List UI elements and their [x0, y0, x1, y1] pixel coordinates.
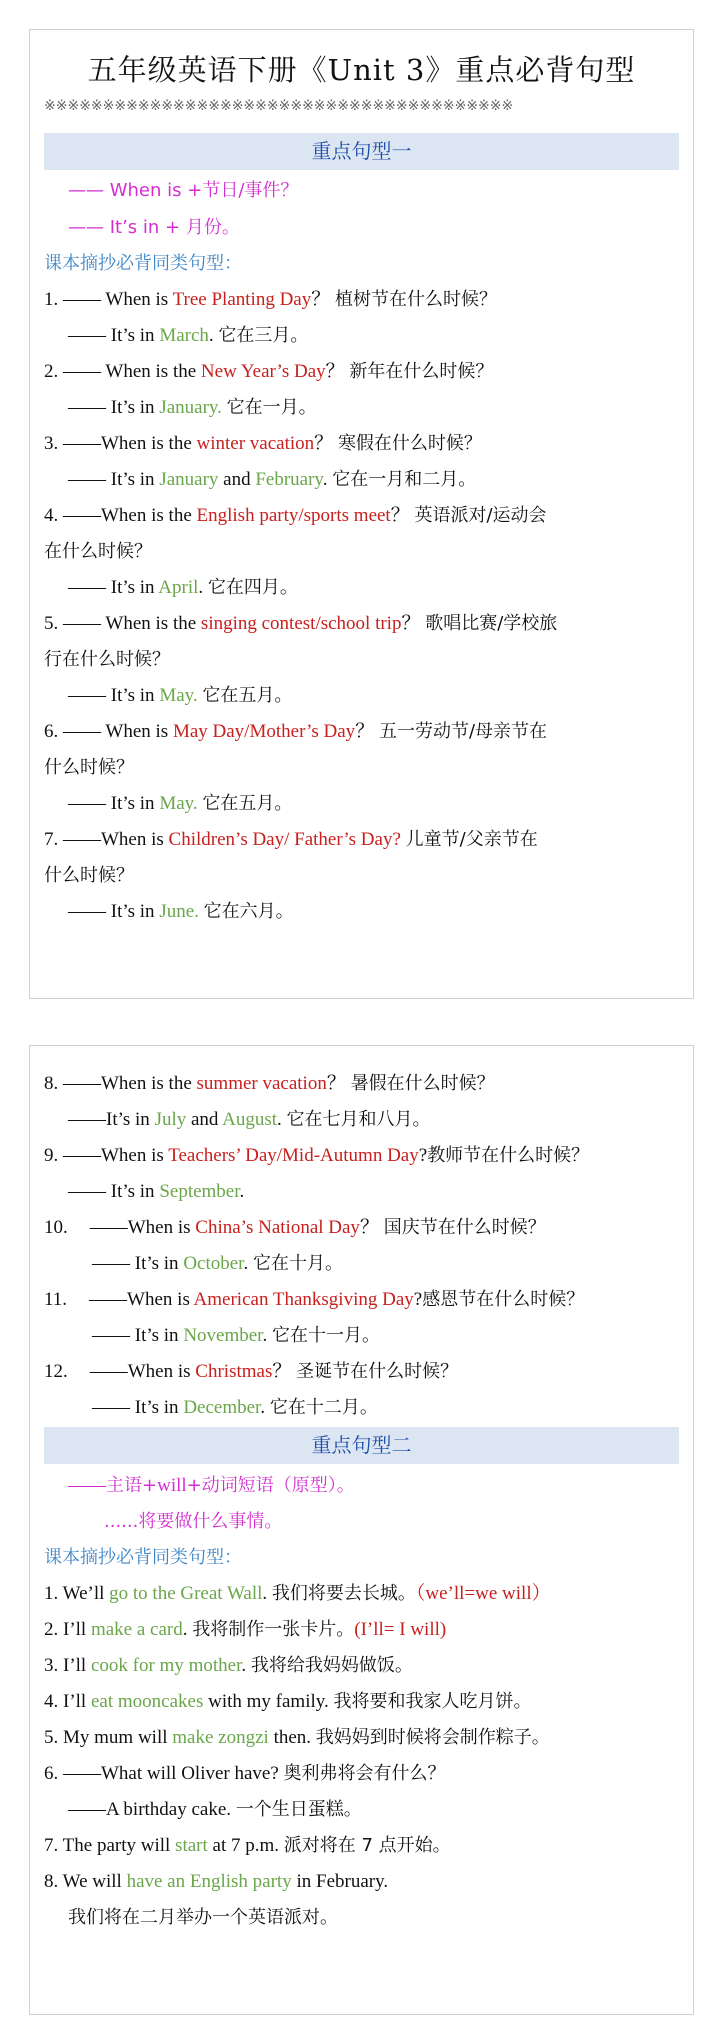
document-page-2: [29, 1045, 694, 2015]
sentence-5-continuation: 行在什么时候？: [44, 649, 170, 670]
sentence-4-continuation: 在什么时候？: [44, 541, 152, 562]
formula-will: ——主语+will+动词短语（原型）。: [68, 1475, 355, 1496]
section-heading-2: 重点句型二: [44, 1427, 679, 1464]
will-sentence-8-translation: 我们将在二月举办一个英语派对。: [68, 1907, 338, 1928]
sentence-4-question: 4. ——When is the English party/sports meet？ 英语派对/运动会: [44, 505, 547, 526]
sentence-3-question: 3. ——When is the winter vacation？ 寒假在什么时候？: [44, 433, 482, 454]
section-heading-1: 重点句型一: [44, 133, 679, 170]
sentence-7-continuation: 什么时候？: [44, 865, 134, 886]
sentence-1-answer: —— It’s in March. 它在三月。: [68, 325, 309, 346]
copy-heading: 课本摘抄必背同类句型：: [44, 253, 242, 274]
formula-meaning: ......将要做什么事情。: [104, 1511, 283, 1532]
will-sentence-4: 4. I’ll eat mooncakes with my family. 我将要和我家人吃月饼。: [44, 1691, 532, 1712]
sentence-9-question: 9. ——When is Teachers’ Day/Mid-Autumn Day?教师节在什么时候？: [44, 1145, 590, 1166]
formula-answer: —— It’s in + 月份。: [68, 217, 240, 238]
will-sentence-6-answer: ——A birthday cake. 一个生日蛋糕。: [68, 1799, 362, 1820]
sentence-2-answer: —— It’s in January. 它在一月。: [68, 397, 317, 418]
sentence-2-question: 2. —— When is the New Year’s Day？ 新年在什么时候？: [44, 361, 494, 382]
sentence-8-question: 8. ——When is the summer vacation？ 暑假在什么时候？: [44, 1073, 495, 1094]
formula-question: —— When is +节日/事件？: [68, 180, 299, 201]
sentence-6-continuation: 什么时候？: [44, 757, 134, 778]
sentence-10-answer: —— It’s in October. 它在十月。: [92, 1253, 343, 1274]
will-sentence-2: 2. I’ll make a card. 我将制作一张卡片。(I’ll= I will): [44, 1619, 447, 1640]
sentence-12-question: 12. ——When is Christmas？ 圣诞节在什么时候？: [44, 1361, 459, 1382]
sentence-8-answer: ——It’s in July and August. 它在七月和八月。: [68, 1109, 431, 1130]
will-sentence-5: 5. My mum will make zongzi then. 我妈妈到时候将会制作粽子。: [44, 1727, 550, 1748]
sentence-11-answer: —— It’s in November. 它在十一月。: [92, 1325, 380, 1346]
sentence-9-answer: —— It’s in September.: [68, 1181, 245, 1202]
will-sentence-8: 8. We will have an English party in February.: [44, 1871, 389, 1892]
page-title: 五年级英语下册《Unit 3》重点必背句型: [87, 53, 636, 87]
sentence-3-answer: —— It’s in January and February. 它在一月和二月。: [68, 469, 477, 490]
sentence-6-question: 6. —— When is May Day/Mother’s Day？ 五一劳动节/母亲节在: [44, 721, 548, 742]
sentence-5-answer: —— It’s in May. 它在五月。: [68, 685, 293, 706]
document-page-1: [29, 29, 694, 999]
sentence-1-question: 1. —— When is Tree Planting Day？ 植树节在什么时候？: [44, 289, 497, 310]
sentence-11-question: 11. ——When is American Thanksgiving Day?感恩节在什么时候？: [44, 1289, 585, 1310]
sentence-7-question: 7. ——When is Children’s Day/ Father’s Day? 儿童节/父亲节在: [44, 829, 538, 850]
sentence-10-question: 10. ——When is China’s National Day？ 国庆节在什么时候？: [44, 1217, 546, 1238]
sentence-12-answer: —— It’s in December. 它在十二月。: [92, 1397, 378, 1418]
star-divider: ※※※※※※※※※※※※※※※※※※※※※※※※※※※※※※※※※※※※※※※※: [44, 98, 514, 114]
copy-heading-2: 课本摘抄必背同类句型：: [44, 1547, 242, 1568]
will-sentence-3: 3. I’ll cook for my mother. 我将给我妈妈做饭。: [44, 1655, 413, 1676]
sentence-5-question: 5. —— When is the singing contest/school trip？ 歌唱比赛/学校旅: [44, 613, 558, 634]
sentence-7-answer: —— It’s in June. 它在六月。: [68, 901, 294, 922]
will-sentence-1: 1. We’ll go to the Great Wall. 我们将要去长城。（we’ll=we will）: [44, 1583, 551, 1604]
will-sentence-6-question: 6. ——What will Oliver have? 奥利弗将会有什么？: [44, 1763, 446, 1784]
sentence-4-answer: —— It’s in April. 它在四月。: [68, 577, 298, 598]
will-sentence-7: 7. The party will start at 7 p.m. 派对将在 7 点开始。: [44, 1835, 451, 1856]
sentence-6-answer: —— It’s in May. 它在五月。: [68, 793, 293, 814]
